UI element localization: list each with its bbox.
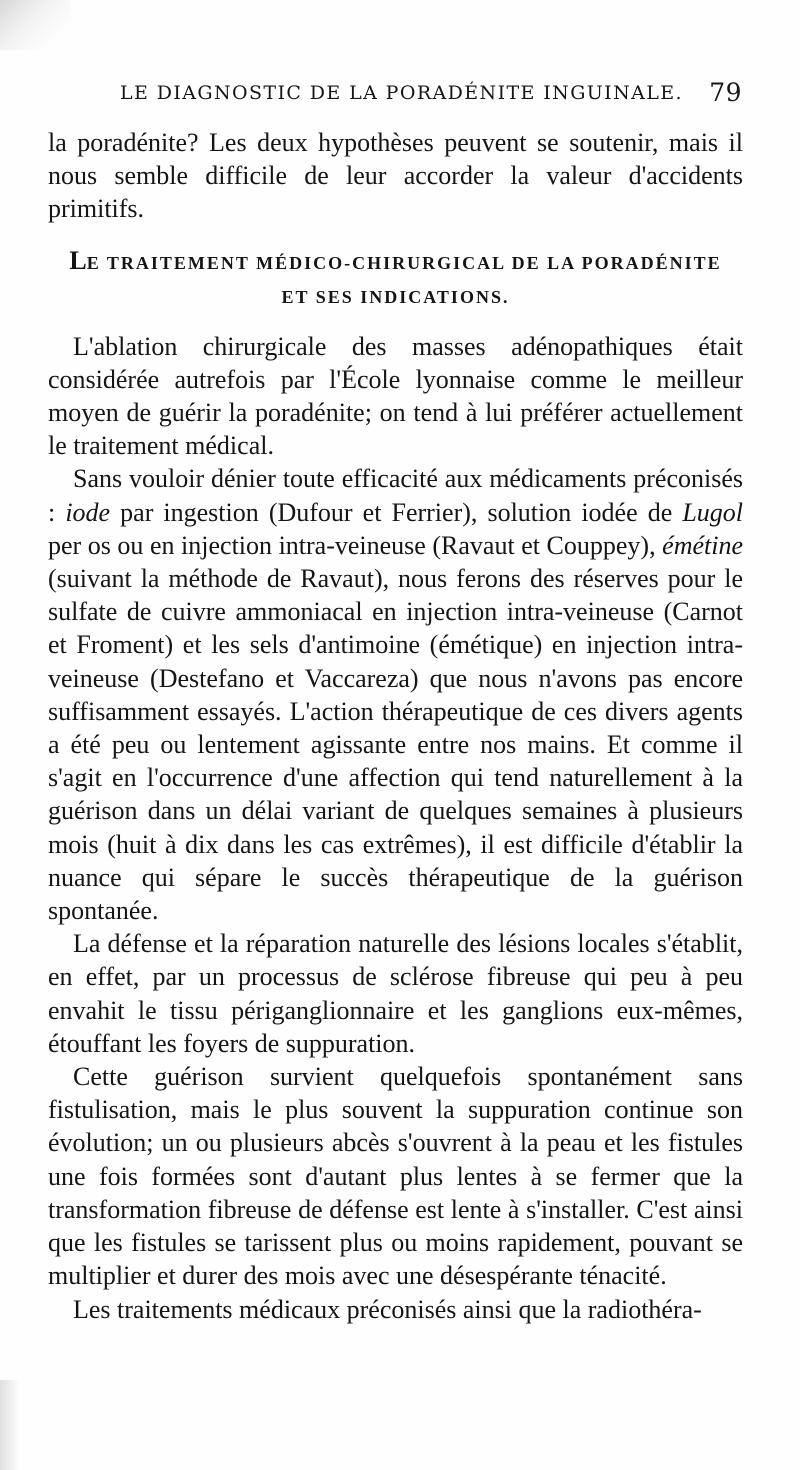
paragraph-traitements: Les traitements médicaux préconisés ainsi que la radiothéra- — [73, 1294, 702, 1324]
section-heading — [48, 244, 743, 314]
term-iode: iode — [65, 497, 111, 527]
paragraph-medicaments-part-3: per os ou en injection intra-veineuse (Ravaut et Couppey), — [48, 530, 663, 560]
paragraph-ablation: L'ablation chirurgicale des masses adénopathiques était considérée autrefois par l'École lyonnaise comme le meilleur moyen de guérir la poradénite; on tend à lui préférer actuellement le traitement médical. — [48, 331, 743, 461]
term-lugol: Lugol — [682, 497, 743, 527]
page-header — [120, 78, 742, 114]
paragraph-medicaments-part-4: (suivant la méthode de Ravaut), nous ferons des réserves pour le sulfate de cuivre ammoniacal en injection intra-veineuse (Carnot et Froment) et les sels d'antimoine (émétique) en injection intra-veineuse (Destefano et Vaccareza) que nous n'avons pas encore suffisamment essayés. L'action thérapeutique de ces divers agents a été peu ou lentement agissante entre nos mains. Et comme il s'agit en l'occurrence d'une affection qui tend naturellement à la guérison dans un délai variant de quelques semaines à plusieurs mois (huit à dix dans les cas extrêmes), il est difficile d'établir la nuance qui sépare le succès thérapeutique de la guérison spontanée. — [48, 564, 743, 926]
scan-edge-artifact — [0, 1380, 20, 1470]
intro-paragraph: la poradénite? Les deux hypothèses peuvent se soutenir, mais il nous semble difficile de leur accorder la valeur d'accidents primitifs. — [48, 128, 743, 224]
term-emetine: émétine — [662, 530, 743, 560]
section-heading-line-2: ET SES INDICATIONS. — [281, 286, 510, 307]
section-heading-initial: L — [69, 245, 87, 275]
section-heading-text: E TRAITEMENT MÉDICO-CHIRURGICAL DE LA PORADÉNITE — [86, 252, 722, 273]
running-head: LE DIAGNOSTIC DE LA PORADÉNITE INGUINALE. — [120, 82, 683, 104]
scan-corner-artifact — [0, 0, 70, 50]
paragraph-medicaments — [48, 462, 743, 927]
paragraph-medicaments-part-2: par ingestion (Dufour et Ferrier), solution iodée de — [110, 497, 683, 527]
page-body — [48, 126, 743, 1326]
paragraph-medicaments-part-1: Sans vouloir dénier toute efficacité aux médicaments préconisés : — [48, 464, 743, 527]
paragraph-guerison: Cette guérison survient quelquefois spontanément sans fistulisation, mais le plus souvent la suppuration continue son évolution; un ou plusieurs abcès s'ouvrent à la peau et les fistules une fois formées sont d'autant plus lentes à se fermer que la transformation fibreuse de défense est lente à s'installer. C'est ainsi que les fistules se tarissent plus ou moins rapidement, pouvant se multiplier et durer des mois avec une désespérante ténacité. — [48, 1062, 743, 1291]
paragraph-defense: La défense et la réparation naturelle des lésions locales s'établit, en effet, par un processus de sclérose fibreuse qui peu à peu envahit le tissu périganglionnaire et les ganglions eux-mêmes, étouffant les foyers de suppuration. — [48, 929, 743, 1058]
section-heading-line-1 — [48, 244, 743, 280]
page-number: 79 — [709, 78, 742, 107]
